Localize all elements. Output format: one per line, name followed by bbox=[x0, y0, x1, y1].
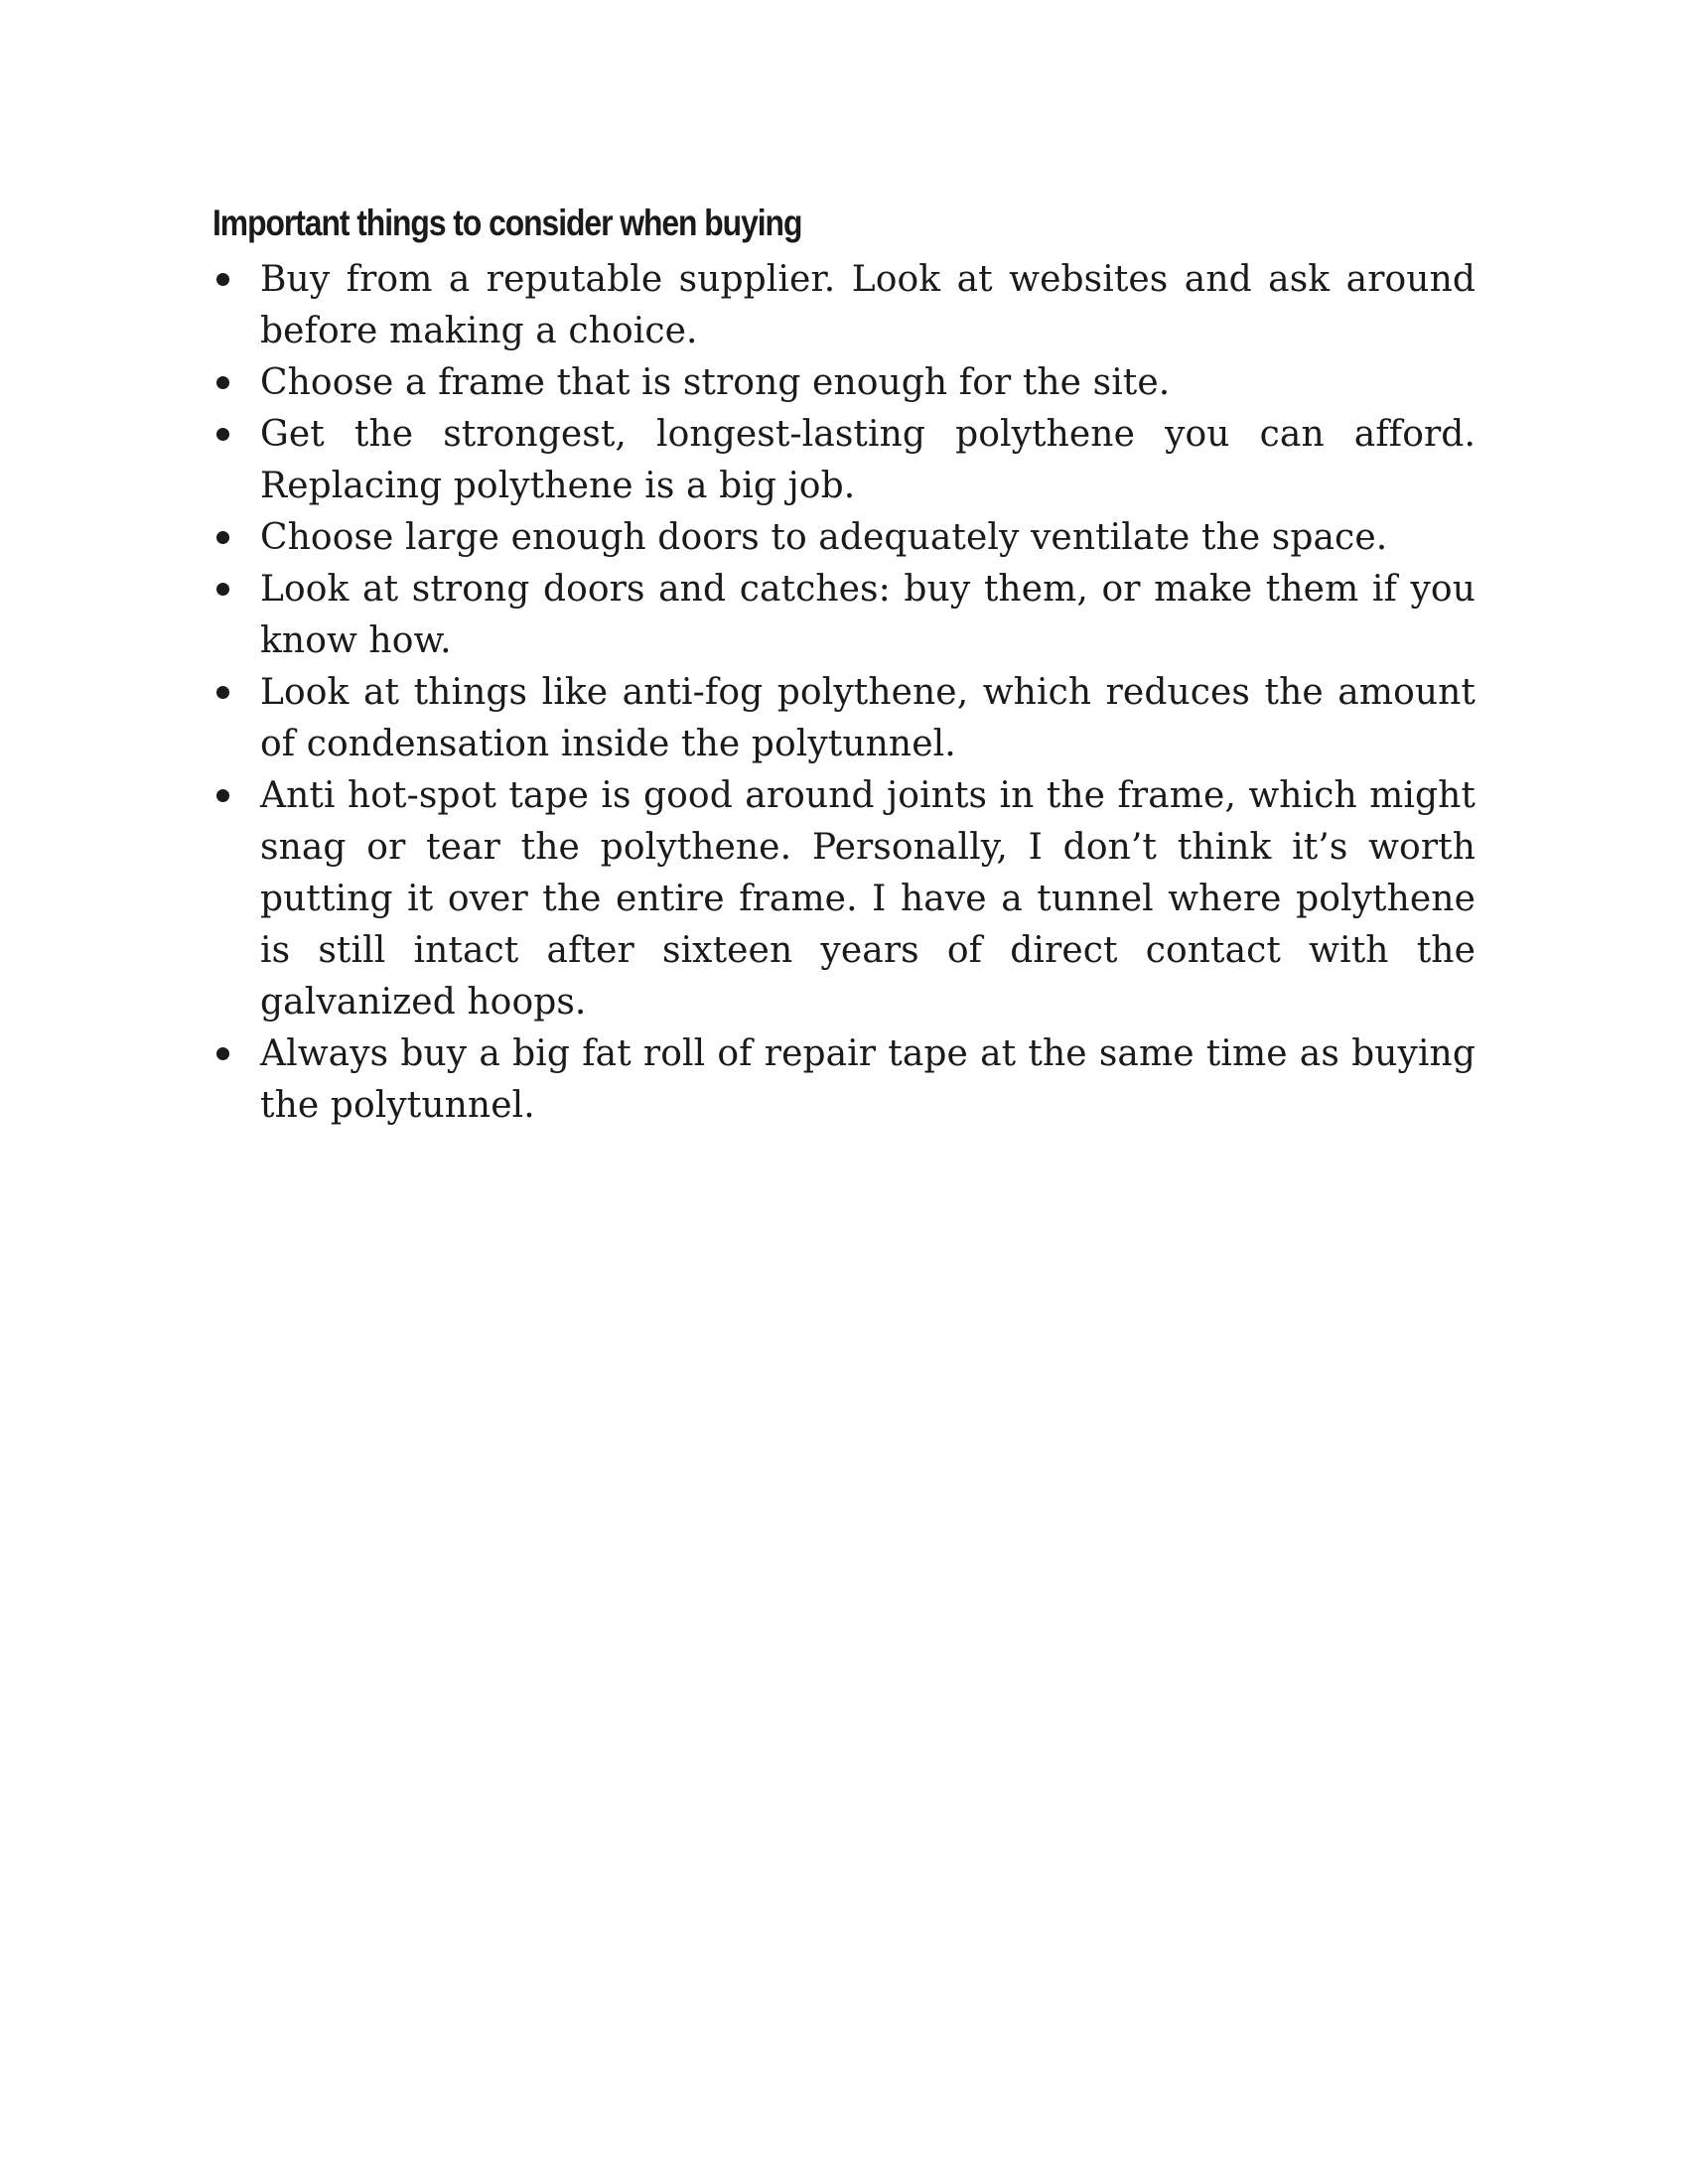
list-item bbox=[209, 357, 1476, 409]
list-item bbox=[209, 409, 1476, 512]
section-heading: Important things to consider when buying bbox=[212, 203, 802, 243]
bullet-icon bbox=[216, 273, 229, 286]
bullet-icon bbox=[216, 583, 229, 596]
list-item-text: Choose large enough doors to adequately ventilate the space. bbox=[260, 517, 1388, 558]
bullet-icon bbox=[216, 789, 229, 802]
list-item bbox=[209, 564, 1476, 667]
bullet-icon bbox=[216, 1047, 229, 1060]
document-page bbox=[209, 199, 1476, 1132]
bullet-icon bbox=[216, 686, 229, 699]
list-item bbox=[209, 512, 1476, 564]
bullet-list bbox=[209, 254, 1476, 1132]
bullet-icon bbox=[216, 531, 229, 544]
list-item bbox=[209, 254, 1476, 357]
list-item-text: Look at strong doors and catches: buy them, or make them if you know how. bbox=[260, 569, 1476, 661]
list-item-text: Choose a frame that is strong enough for the site. bbox=[260, 362, 1171, 403]
list-item-text: Look at things like anti-fog polythene, which reduces the amount of condensation inside the polytunnel. bbox=[260, 672, 1476, 764]
list-item bbox=[209, 1028, 1476, 1132]
list-item bbox=[209, 770, 1476, 1028]
bullet-icon bbox=[216, 376, 229, 389]
list-item-text: Always buy a big fat roll of repair tape at the same time as buying the polytunnel. bbox=[260, 1033, 1476, 1126]
list-item-text: Buy from a reputable supplier. Look at websites and ask around before making a choice. bbox=[260, 259, 1476, 351]
list-item bbox=[209, 667, 1476, 770]
list-item-text: Get the strongest, longest-lasting polythene you can afford. Replacing polythene is a big job. bbox=[260, 414, 1476, 506]
list-item-text: Anti hot-spot tape is good around joints in the frame, which might snag or tear the polythene. Personally, I don’t think it’s worth putting it over the entire frame. I have a tunnel where polythene is still intact after sixteen years of direct contact with the galvanized hoops. bbox=[260, 775, 1476, 1023]
bullet-icon bbox=[216, 428, 229, 441]
